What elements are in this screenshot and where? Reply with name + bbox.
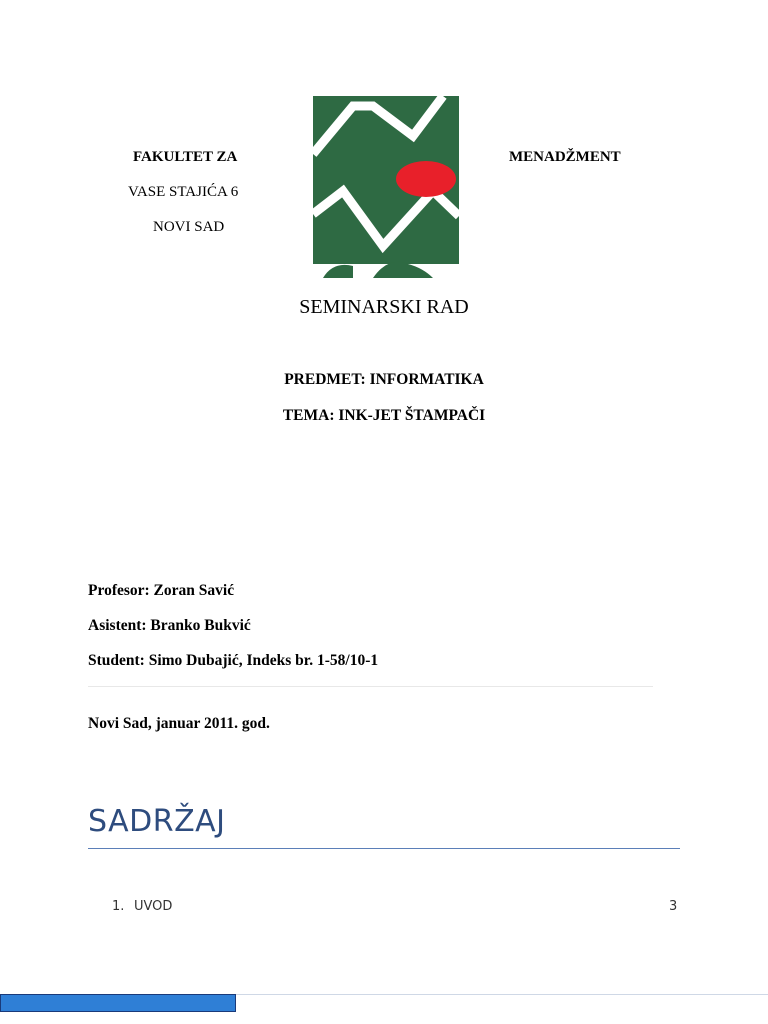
subject-line: PREDMET: INFORMATIKA xyxy=(284,371,484,388)
page-footer-line xyxy=(236,994,768,995)
page-footer-box xyxy=(0,994,236,1012)
student-line: Student: Simo Dubajić, Indeks br. 1-58/10-1 xyxy=(88,652,379,669)
faculty-address: VASE STAJIĆA 6 xyxy=(128,184,239,200)
divider xyxy=(88,686,653,687)
assistant-line: Asistent: Branko Bukvić xyxy=(88,617,251,634)
topic-line: TEMA: INK-JET ŠTAMPAČI xyxy=(282,407,486,424)
toc-item-page: 3 xyxy=(669,899,678,914)
place-date: Novi Sad, januar 2011. god. xyxy=(88,715,270,732)
faculty-name-left: FAKULTET ZA xyxy=(133,149,238,165)
faculty-city: NOVI SAD xyxy=(153,219,225,235)
toc-item-number: 1. xyxy=(112,899,125,914)
toc-rule xyxy=(88,848,680,849)
toc-title: SADRŽAJ xyxy=(88,804,226,839)
toc-item-label[interactable]: UVOD xyxy=(134,899,173,914)
faculty-name-right: MENADŽMENT xyxy=(509,149,621,165)
professor-line: Profesor: Zoran Savić xyxy=(88,582,235,599)
faculty-logo xyxy=(313,96,459,278)
document-title: SEMINARSKI RAD xyxy=(299,296,469,318)
